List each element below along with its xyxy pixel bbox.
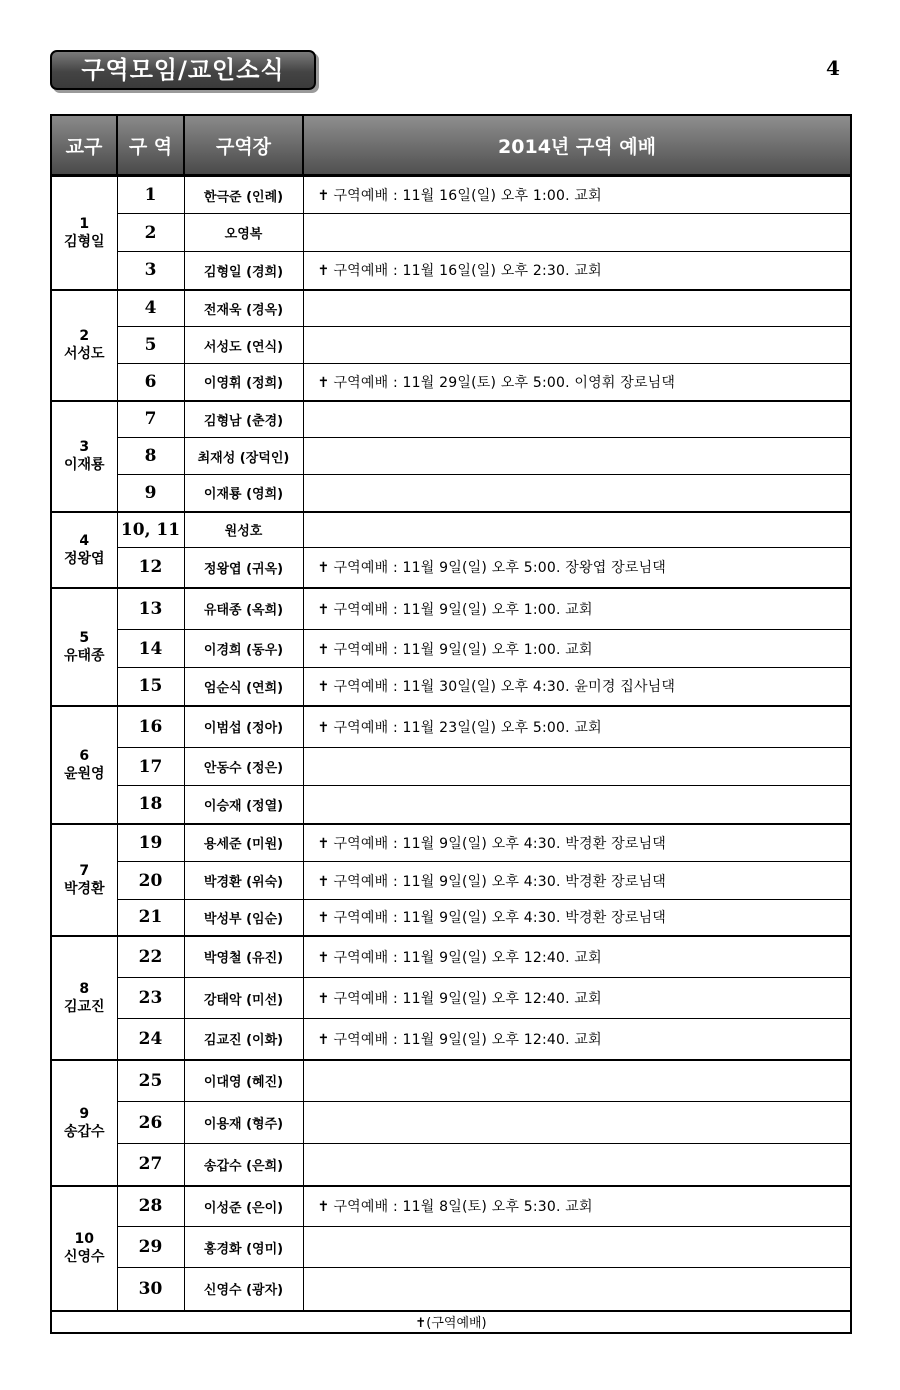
footer-note-text: (구역예배): [426, 1316, 487, 1331]
meeting-text: 구역예배 : 11월 9일(일) 오후 4:30. 박경환 장로님댁: [333, 910, 667, 927]
table-row: [51, 327, 851, 364]
table-row: [51, 1144, 851, 1186]
table-row: [51, 824, 851, 862]
district-number: 22: [117, 936, 184, 978]
meeting-info: [303, 824, 851, 862]
parish-cell: 6 윤원영: [51, 706, 117, 824]
table-row: [51, 176, 851, 214]
district-number: 4: [117, 290, 184, 327]
table-row: [51, 512, 851, 548]
district-number: 28: [117, 1186, 184, 1227]
table-row: [51, 438, 851, 475]
district-roster-table: [50, 114, 852, 1334]
meeting-info: [303, 786, 851, 824]
meeting-text: 구역예배 : 11월 30일(일) 오후 4:30. 윤미경 집사님댁: [333, 679, 676, 696]
meeting-text: 구역예배 : 11월 16일(일) 오후 2:30. 교회: [333, 263, 602, 280]
district-number: 23: [117, 978, 184, 1019]
meeting-info: [303, 862, 851, 900]
district-number: 2: [117, 214, 184, 252]
district-leader: 한극준 (인례): [184, 176, 303, 214]
table-row: [51, 668, 851, 706]
meeting-text: 구역예배 : 11월 9일(일) 오후 12:40. 교회: [333, 1031, 602, 1048]
district-leader: 이영휘 (정희): [184, 364, 303, 401]
district-leader: 전재욱 (경옥): [184, 290, 303, 327]
parish-cell: 1 김형일: [51, 176, 117, 290]
meeting-info: [303, 630, 851, 668]
table-row: [51, 1186, 851, 1227]
column-header-district: 구 역: [117, 115, 184, 176]
meeting-text: 구역예배 : 11월 9일(일) 오후 4:30. 박경환 장로님댁: [333, 835, 667, 852]
meeting-info: [303, 548, 851, 588]
table-row: [51, 290, 851, 327]
district-number: 12: [117, 548, 184, 588]
table-row: [51, 1227, 851, 1268]
meeting-text: 구역예배 : 11월 8일(토) 오후 5:30. 교회: [333, 1199, 593, 1216]
parish-cell: 5 유태종: [51, 588, 117, 706]
meeting-text: 구역예배 : 11월 9일(일) 오후 12:40. 교회: [333, 949, 602, 966]
district-leader: 안동수 (정은): [184, 748, 303, 786]
table-footer-row: [51, 1311, 851, 1333]
cross-icon: ✝: [317, 991, 330, 1007]
parish-cell: 8 김교진: [51, 936, 117, 1060]
parish-cell: 7 박경환: [51, 824, 117, 936]
district-number: 25: [117, 1060, 184, 1102]
meeting-info: [303, 668, 851, 706]
table-row: [51, 900, 851, 936]
table-row: [51, 786, 851, 824]
district-leader: 이재룡 (영희): [184, 475, 303, 512]
table-row: [51, 475, 851, 512]
meeting-info: [303, 438, 851, 475]
table-row: [51, 862, 851, 900]
district-number: 7: [117, 401, 184, 438]
district-number: 29: [117, 1227, 184, 1268]
meeting-info: [303, 252, 851, 290]
meeting-info: [303, 475, 851, 512]
district-leader: 이성준 (은이): [184, 1186, 303, 1227]
table-row: [51, 630, 851, 668]
cross-icon: ✝: [317, 679, 330, 696]
table-row: [51, 548, 851, 588]
meeting-info: [303, 936, 851, 978]
district-leader: 김형남 (춘경): [184, 401, 303, 438]
meeting-info: [303, 1060, 851, 1102]
meeting-info: [303, 290, 851, 327]
district-number: 21: [117, 900, 184, 936]
district-number: 24: [117, 1019, 184, 1060]
meeting-info: [303, 706, 851, 748]
district-leader: 유태종 (옥희): [184, 588, 303, 630]
district-number: 19: [117, 824, 184, 862]
cross-icon: ✝: [317, 719, 330, 736]
cross-icon: ✝: [317, 835, 330, 852]
cross-icon: ✝: [317, 1199, 330, 1216]
meeting-info: [303, 588, 851, 630]
district-leader: 박영철 (유진): [184, 936, 303, 978]
district-number: 30: [117, 1268, 184, 1311]
table-row: [51, 364, 851, 401]
district-number: 17: [117, 748, 184, 786]
meeting-text: 구역예배 : 11월 23일(일) 오후 5:00. 교회: [333, 719, 602, 736]
district-number: 1: [117, 176, 184, 214]
meeting-text: 구역예배 : 11월 9일(일) 오후 12:40. 교회: [333, 991, 602, 1007]
cross-icon: ✝: [415, 1316, 427, 1331]
district-leader: 박성부 (임순): [184, 900, 303, 936]
meeting-text: 구역예배 : 11월 9일(일) 오후 5:00. 장왕엽 장로님댁: [333, 560, 667, 577]
meeting-info: [303, 1227, 851, 1268]
table-row: [51, 1102, 851, 1144]
district-leader: 서성도 (연식): [184, 327, 303, 364]
meeting-info: [303, 512, 851, 548]
district-number: 26: [117, 1102, 184, 1144]
table-row: [51, 706, 851, 748]
district-number: 16: [117, 706, 184, 748]
parish-cell: 3 이재룡: [51, 401, 117, 512]
meeting-info: [303, 364, 851, 401]
district-number: 13: [117, 588, 184, 630]
section-title: 구역모임/교인소식: [50, 50, 316, 90]
meeting-text: 구역예배 : 11월 9일(일) 오후 1:00. 교회: [333, 601, 593, 618]
table-row: [51, 252, 851, 290]
district-leader: 엄순식 (연희): [184, 668, 303, 706]
district-leader: 강태악 (미선): [184, 978, 303, 1019]
district-number: 15: [117, 668, 184, 706]
cross-icon: ✝: [317, 1031, 330, 1048]
table-body: [51, 176, 851, 1311]
meeting-info: [303, 1144, 851, 1186]
cross-icon: ✝: [317, 560, 330, 577]
table-row: [51, 936, 851, 978]
cross-icon: ✝: [317, 910, 330, 927]
district-leader: 송갑수 (은희): [184, 1144, 303, 1186]
table-row: [51, 978, 851, 1019]
meeting-text: 구역예배 : 11월 29일(토) 오후 5:00. 이영휘 장로님댁: [333, 374, 676, 391]
meeting-info: [303, 748, 851, 786]
cross-icon: ✝: [317, 601, 330, 618]
column-header-meeting: 2014년 구역 예배: [303, 115, 851, 176]
meeting-info: [303, 214, 851, 252]
table-row: [51, 748, 851, 786]
cross-icon: ✝: [317, 374, 330, 391]
district-leader: 정왕엽 (귀옥): [184, 548, 303, 588]
table-row: [51, 588, 851, 630]
meeting-info: [303, 978, 851, 1019]
district-number: 8: [117, 438, 184, 475]
district-number: 9: [117, 475, 184, 512]
meeting-info: [303, 401, 851, 438]
meeting-info: [303, 900, 851, 936]
meeting-info: [303, 327, 851, 364]
parish-cell: 2 서성도: [51, 290, 117, 401]
district-leader: 김교진 (이화): [184, 1019, 303, 1060]
district-leader: 원성호: [184, 512, 303, 548]
footer-note: [51, 1311, 851, 1333]
district-number: 5: [117, 327, 184, 364]
district-number: 20: [117, 862, 184, 900]
meeting-text: 구역예배 : 11월 16일(일) 오후 1:00. 교회: [333, 188, 602, 204]
district-leader: 이경희 (동우): [184, 630, 303, 668]
district-leader: 이승재 (정열): [184, 786, 303, 824]
table-row: [51, 214, 851, 252]
district-number: 3: [117, 252, 184, 290]
district-number: 10, 11: [117, 512, 184, 548]
parish-cell: 9 송갑수: [51, 1060, 117, 1186]
district-number: 14: [117, 630, 184, 668]
cross-icon: ✝: [317, 641, 330, 658]
meeting-text: 구역예배 : 11월 9일(일) 오후 4:30. 박경환 장로님댁: [333, 873, 667, 890]
meeting-info: [303, 1102, 851, 1144]
district-leader: 신영수 (광자): [184, 1268, 303, 1311]
cross-icon: ✝: [317, 949, 330, 966]
district-leader: 이대영 (혜진): [184, 1060, 303, 1102]
column-header-leader: 구역장: [184, 115, 303, 176]
district-number: 6: [117, 364, 184, 401]
cross-icon: ✝: [317, 263, 330, 280]
table-row: [51, 401, 851, 438]
district-leader: 이범섭 (정아): [184, 706, 303, 748]
district-leader: 오영복: [184, 214, 303, 252]
district-leader: 용세준 (미원): [184, 824, 303, 862]
table-row: [51, 1268, 851, 1311]
district-leader: 홍경화 (영미): [184, 1227, 303, 1268]
cross-icon: ✝: [317, 188, 330, 204]
meeting-info: [303, 176, 851, 214]
district-leader: 최재성 (장덕인): [184, 438, 303, 475]
page-number: 4: [826, 56, 840, 80]
table-row: [51, 1019, 851, 1060]
district-number: 18: [117, 786, 184, 824]
meeting-info: [303, 1019, 851, 1060]
cross-icon: ✝: [317, 873, 330, 890]
district-number: 27: [117, 1144, 184, 1186]
meeting-info: [303, 1186, 851, 1227]
district-leader: 이용재 (형주): [184, 1102, 303, 1144]
table-row: [51, 1060, 851, 1102]
parish-cell: 10 신영수: [51, 1186, 117, 1311]
table-header-row: [51, 115, 851, 176]
district-leader: 김형일 (경희): [184, 252, 303, 290]
district-leader: 박경환 (위숙): [184, 862, 303, 900]
meeting-text: 구역예배 : 11월 9일(일) 오후 1:00. 교회: [333, 641, 593, 658]
parish-cell: 4 정왕엽: [51, 512, 117, 588]
meeting-info: [303, 1268, 851, 1311]
column-header-gyogu: 교구: [51, 115, 117, 176]
